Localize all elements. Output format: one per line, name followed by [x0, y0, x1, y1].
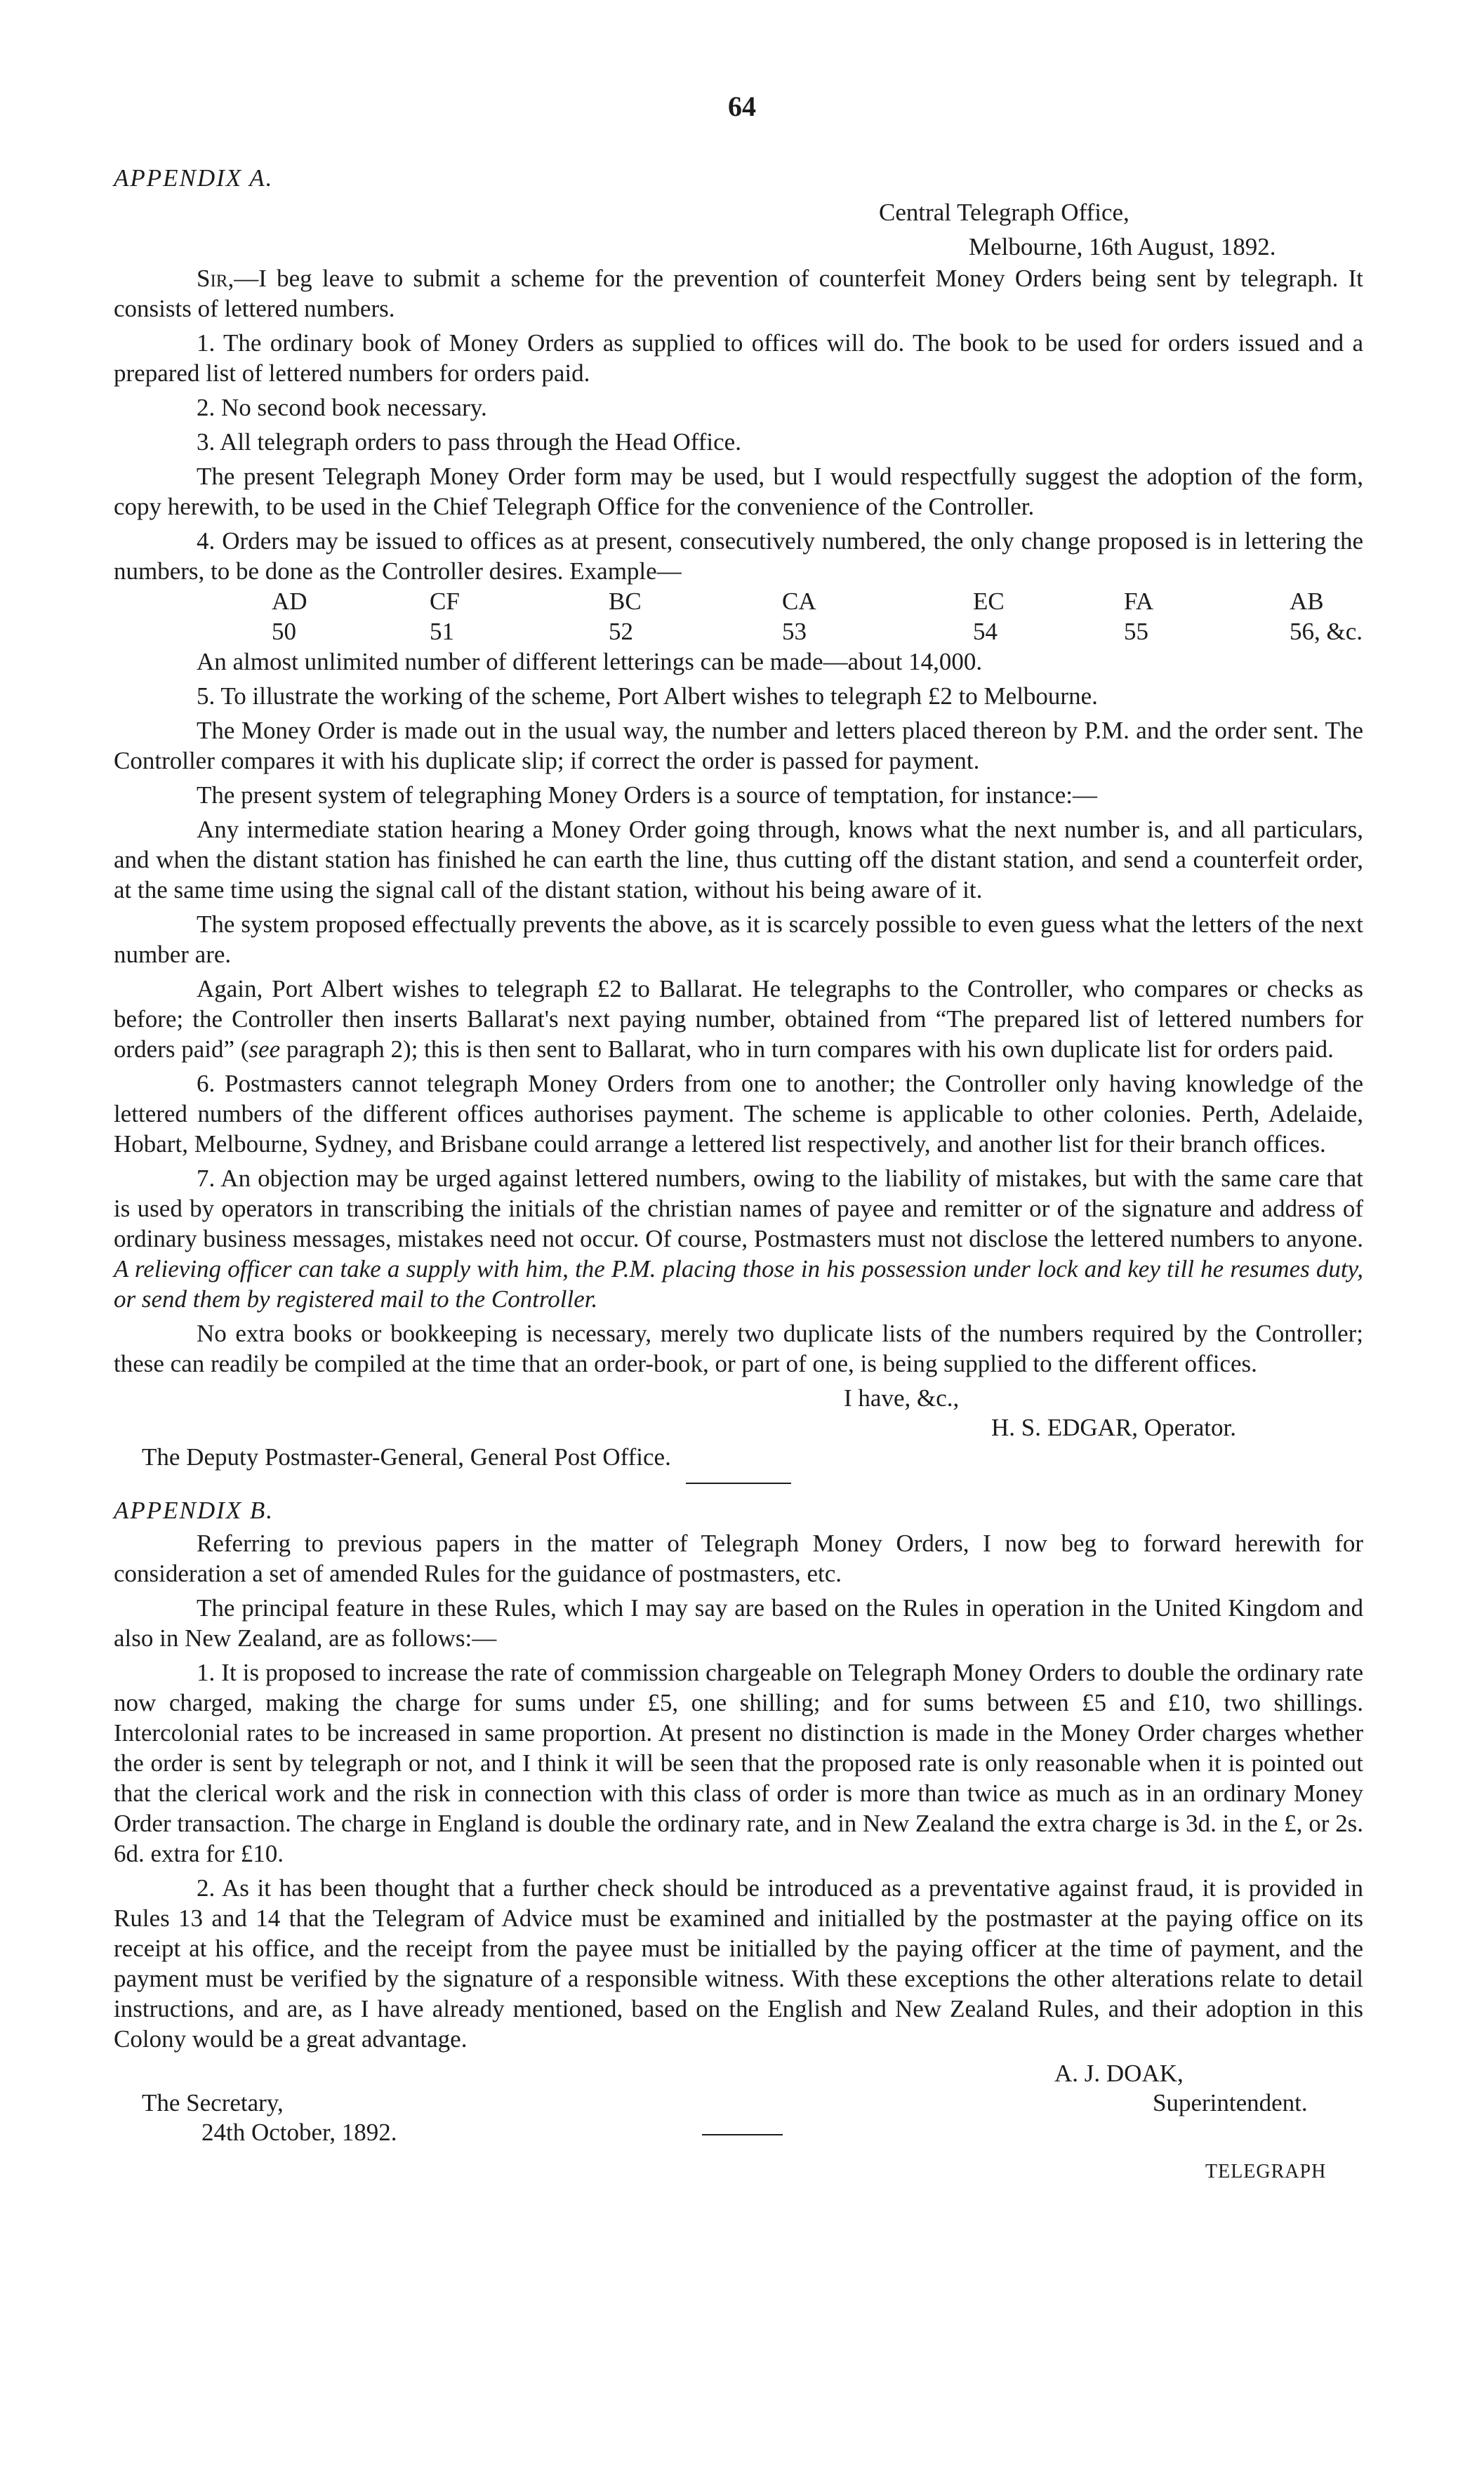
salutation: Sir,: [197, 265, 234, 292]
example-letter: EC: [973, 588, 1005, 615]
paragraph-4b: An almost unlimited number of different letterings can be made—about 14,000.: [197, 648, 983, 675]
example-number: 50: [272, 618, 296, 645]
closing-phrase: I have, &c.,: [844, 1384, 960, 1412]
example-letters-row: [114, 586, 1363, 616]
signature-doak: A. J. DOAK,: [1054, 2060, 1184, 2087]
example-number: 51: [430, 618, 454, 645]
paragraph-3b: The present Telegraph Money Order form may be used, but I would respectfully suggest the adoption of the form, copy herewith, to be used in the Chief Telegraph Office for the convenience of the Controller.: [114, 463, 1363, 520]
paragraph-1: 1. The ordinary book of Money Orders as supplied to offices will do. The book to be used for orders issued and a prepared list of lettered numbers for orders paid.: [114, 329, 1363, 387]
letter-date: Melbourne, 16th August, 1892.: [969, 233, 1276, 260]
paragraph-6: 6. Postmasters cannot telegraph Money Orders from one to another; the Controller only having knowledge of the lettered numbers of the different offices authorises payment. The scheme is applicable to other colonies. Perth, Adelaide, Hobart, Melbourne, Sydney, and Brisbane could arrange a lettered list respectively, and another list for their branch offices.: [114, 1070, 1363, 1158]
example-numbers-row: [114, 616, 1363, 647]
example-number: 55: [1124, 618, 1148, 645]
signature-edgar: H. S. EDGAR, Operator.: [991, 1414, 1236, 1441]
page-number: 64: [728, 91, 756, 122]
b-paragraph-4: 2. As it has been thought that a further check should be introduced as a preventative against fraud, it is provided in Rules 13 and 14 that the Telegram of Advice must be examined and initialled by the postmaster at the paying office on its receipt at his office, and the receipt from the payee must be initialled by the paying officer at the time of payment, and the payment must be verified by the signature of a responsible witness. With these exceptions the other alterations relate to detail instructions, and are, as I have already mentioned, based on the English and New Zealand Rules, and their adoption in this Colony would be a great advantage.: [114, 1874, 1363, 2053]
intro-paragraph: Sir,—I beg leave to submit a scheme for the prevention of counterfeit Money Orders being sent by telegraph. It consists of lettered numbers.: [114, 265, 1363, 322]
example-letter: CA: [782, 588, 816, 615]
appendix-a-heading: APPENDIX A.: [114, 164, 274, 192]
example-letter: FA: [1124, 588, 1154, 615]
example-number: 53: [782, 618, 807, 645]
paragraph-5f: Again, Port Albert wishes to telegraph £2 to Ballarat. He telegraphs to the Controller, who compares or checks as before; the Controller then inserts Ballarat's next paying number, obtained from “The prepared list of lettered numbers for orders paid” (see paragraph 2); this is then sent to Ballarat, who in turn compares with his own duplicate list for orders paid.: [114, 975, 1363, 1063]
catchword: TELEGRAPH: [1205, 2161, 1327, 2182]
appendix-b-heading: APPENDIX B.: [114, 1497, 274, 1524]
appendix-b-closing: [114, 2058, 1363, 2182]
lettering-example-table: [114, 586, 1363, 647]
paragraph-2: 2. No second book necessary.: [197, 394, 487, 421]
example-letter: BC: [609, 588, 642, 615]
paragraph-5d: Any intermediate station hearing a Money Order going through, knows what the next number is, and all particulars, and when the distant station has finished he can earth the line, thus cutting off the distant station, and send a counterfeit order, at the same time using the signal call of the distant station, without his being aware of it.: [114, 816, 1363, 903]
b-paragraph-3: 1. It is proposed to increase the rate of commission chargeable on Telegraph Money Orders to double the ordinary rate now charged, making the charge for sums under £5, one shilling; and for sums between £5 and £10, two shillings. Intercolonial rates to be increased in same proportion. At present no distinction is made in the Money Order charges whether the order is sent by telegraph or not, and I think it will be seen that the proposed rate is only reasonable when it is pointed out that the clerical work and the risk in connection with this class of order is more than twice as much as in an ordinary Money Order transaction. The charge in England is double the ordinary rate, and in New Zealand the extra charge is 3d. in the £, or 2s. 6d. extra for £10.: [114, 1659, 1363, 1867]
closing-rule: [702, 2134, 783, 2135]
paragraph-5: 5. To illustrate the working of the scheme, Port Albert wishes to telegraph £2 to Melbourne.: [197, 682, 1098, 710]
paragraph-5e: The system proposed effectually prevents the above, as it is scarcely possible to even guess what the letters of the next number are.: [114, 910, 1363, 968]
paragraph-4: 4. Orders may be issued to offices as at present, consecutively numbered, the only change proposed is in lettering the numbers, to be done as the Controller desires. Example—: [114, 527, 1363, 585]
example-letter: AB: [1290, 588, 1324, 615]
paragraph-8: No extra books or bookkeeping is necessary, merely two duplicate lists of the numbers required by the Controller; these can readily be compiled at the time that an order-book, or part of one, is being supplied to the different offices.: [114, 1320, 1363, 1377]
example-letter: CF: [430, 588, 460, 615]
signature-title: Superintendent.: [1153, 2089, 1308, 2116]
appendix-a: [114, 163, 1363, 2182]
addressee-a: The Deputy Postmaster-General, General Post Office.: [142, 1443, 671, 1471]
example-number: 56, &c.: [1290, 618, 1363, 645]
paragraph-5b: The Money Order is made out in the usual way, the number and letters placed thereon by P.M. and the order sent. The Controller compares it with his duplicate slip; if correct the order is passed for payment.: [114, 717, 1363, 774]
italic-note: A relieving officer can take a supply with him, the P.M. placing those in his possession under lock and key till he resumes duty, or send them by registered mail to the Controller.: [114, 1255, 1363, 1313]
b-paragraph-2: The principal feature in these Rules, which I may say are based on the Rules in operation in the United Kingdom and also in New Zealand, are as follows:—: [114, 1594, 1363, 1652]
section-divider: [686, 1483, 791, 1484]
example-number: 52: [609, 618, 633, 645]
appendix-a-closing: [114, 1383, 1363, 1471]
paragraph-3: 3. All telegraph orders to pass through the Head Office.: [197, 428, 741, 456]
sender-address: Central Telegraph Office,: [879, 199, 1129, 226]
example-number: 54: [973, 618, 998, 645]
paragraph-7: 7. An objection may be urged against lettered numbers, owing to the liability of mistakes, but with the same care that is used by operators in transcribing the initials of the christian names of payee and remitter or of the signature and address of ordinary business messages, mistakes need not occur. Of course, Postmasters must not disclose the lettered numbers to anyone. A relieving officer can take a supply with him, the P.M. placing those in his possession under lock and key till he resumes duty, or send them by registered mail to the Controller.: [114, 1165, 1363, 1313]
example-letter: AD: [272, 588, 307, 615]
b-paragraph-1: Referring to previous papers in the matter of Telegraph Money Orders, I now beg to forward herewith for consideration a set of amended Rules for the guidance of postmasters, etc.: [114, 1530, 1363, 1587]
addressee-b: The Secretary,: [142, 2089, 284, 2116]
paragraph-5c: The present system of telegraphing Money Orders is a source of temptation, for instance:—: [197, 781, 1097, 809]
letter-date-b: 24th October, 1892.: [201, 2119, 397, 2146]
